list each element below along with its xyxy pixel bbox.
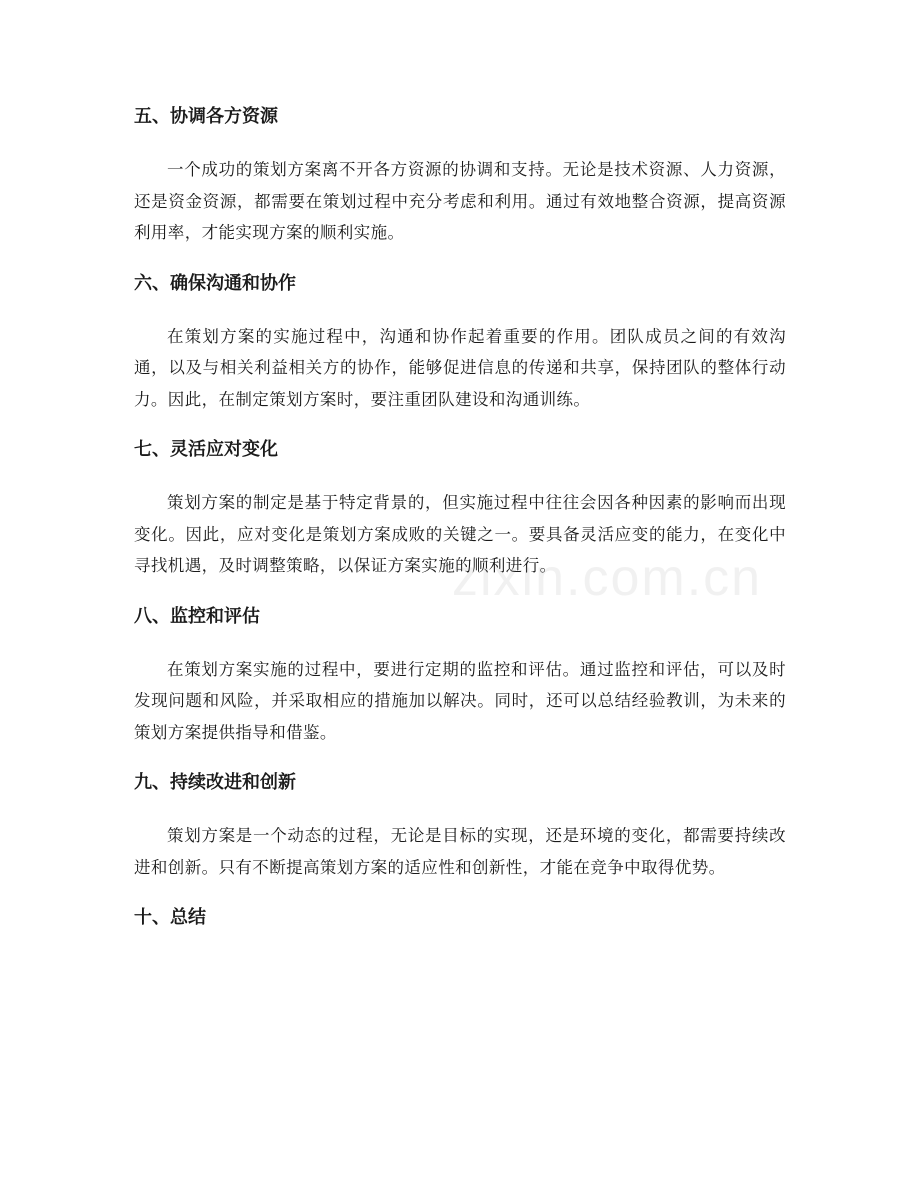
- section-8: [134, 604, 786, 749]
- section-10: [134, 905, 786, 931]
- section-paragraph: 策划方案的制定是基于特定背景的，但实施过程中往往会因各种因素的影响而出现变化。因此，应对变化是策划方案成败的关键之一。要具备灵活应变的能力，在变化中寻找机遇，及时调整策略，以保证方案实施的顺利进行。: [134, 493, 786, 575]
- section-paragraph: 一个成功的策划方案离不开各方资源的协调和支持。无论是技术资源、人力资源，还是资金资源，都需要在策划过程中充分考虑和利用。通过有效地整合资源，提高资源利用率，才能实现方案的顺利实施。: [134, 160, 786, 242]
- section-heading: 十、总结: [134, 907, 206, 928]
- section-paragraph: 策划方案是一个动态的过程，无论是目标的实现，还是环境的变化，都需要持续改进和创新。只有不断提高策划方案的适应性和创新性，才能在竞争中取得优势。: [134, 826, 786, 877]
- section-heading: 七、灵活应对变化: [134, 439, 278, 460]
- section-6: [134, 271, 786, 416]
- section-paragraph: 在策划方案实施的过程中，要进行定期的监控和评估。通过监控和评估，可以及时发现问题和风险，并采取相应的措施加以解决。同时，还可以总结经验教训，为未来的策划方案提供指导和借鉴。: [134, 659, 786, 742]
- section-7: [134, 437, 786, 582]
- section-9: [134, 770, 786, 883]
- section-5: [134, 104, 786, 249]
- section-heading: 八、监控和评估: [134, 605, 260, 627]
- section-heading: 六、确保沟通和协作: [134, 272, 296, 294]
- section-paragraph: 在策划方案的实施过程中，沟通和协作起着重要的作用。团队成员之间的有效沟通，以及与相关利益相关方的协作，能够促进信息的传递和共享，保持团队的整体行动力。因此，在制定策划方案时，要注重团队建设和沟通训练。: [134, 326, 786, 409]
- watermark: zixin.com.cn: [452, 549, 763, 607]
- section-heading: 九、持续改进和创新: [134, 772, 296, 793]
- section-heading: 五、协调各方资源: [134, 106, 278, 127]
- document-body: [134, 104, 786, 955]
